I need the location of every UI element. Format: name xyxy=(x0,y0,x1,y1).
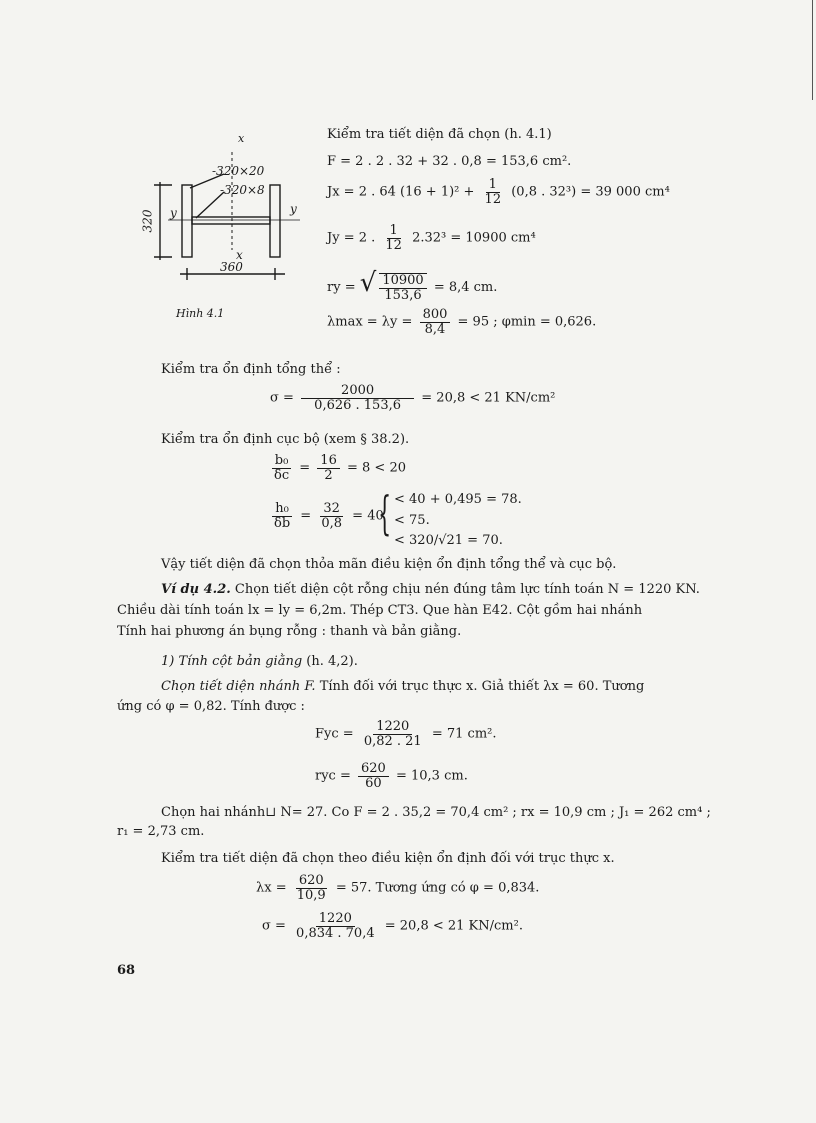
condition-2: < 75. xyxy=(394,513,430,528)
check-section-heading: Kiểm tra tiết diện đã chọn (h. 4.1) xyxy=(327,127,552,142)
jy-equation: Jy = 2 . $\frac{1}{12}$ 2.32³ = 10900 cm⁴ xyxy=(327,223,536,253)
lambda-x-equation: λx = $\frac{620}{10,9}$ = 57. Tương ứng có φ = 0,834. xyxy=(256,873,540,903)
check-x-axis-heading: Kiểm tra tiết diện đã chọn theo điều kiện ổn định đối với trục thực x. xyxy=(161,851,615,866)
overall-stability-equation: σ = $\frac{2000}{0,626 . 153,6}$ = 20,8 < 21 KN/cm² xyxy=(270,383,556,413)
width-dimension-label: 360 xyxy=(220,260,243,274)
height-dimension-label: 320 xyxy=(140,209,155,233)
ry-equation: ry = √ $\frac{10900}{153,6}$ = 8,4 cm. xyxy=(327,268,498,303)
axis-y-right-label: y xyxy=(290,202,297,216)
section-1-title: 1) Tính cột bản giằng (h. 4,2). xyxy=(161,654,358,669)
choose-branch-line-2: r₁ = 2,73 cm. xyxy=(117,824,205,839)
conclusion-text: Vậy tiết diện đã chọn thỏa mãn điều kiện ổn định tổng thể và cục bộ. xyxy=(161,557,617,572)
sigma-x-equation: σ = $\frac{1220}{0,834 . 70,4}$ = 20,8 < 21 KN/cm². xyxy=(262,911,523,941)
example-line-1: Ví dụ 4.2. Chọn tiết diện cột rỗng chịu nén đúng tâm lực tính toán N = 1220 KN. xyxy=(161,582,700,597)
jx-equation: Jx = 2 . 64 (16 + 1)² + $\frac{1}{12}$ (0,8 . 32³) = 39 000 cm⁴ xyxy=(327,177,670,207)
example-line-2: Chiều dài tính toán lx = ly = 6,2m. Thép CT3. Que hàn E42. Cột gồm hai nhánh xyxy=(117,603,643,618)
choose-branch-line-1: Chọn hai nhánh⊔ N= 27. Co F = 2 . 35,2 = 70,4 cm² ; rx = 10,9 cm ; J₁ = 262 cm⁴ ; xyxy=(161,805,711,820)
section-1-line-1: Chọn tiết diện nhánh F. Tính đối với trục thực x. Giả thiết λx = 60. Tương xyxy=(161,679,645,694)
flange-dimension-label: -320×20 xyxy=(212,164,265,178)
overall-stability-heading: Kiểm tra ổn định tổng thể : xyxy=(161,362,341,377)
local-stability-heading: Kiểm tra ổn định cục bộ (xem § 38.2). xyxy=(161,432,410,447)
axis-x-bottom-label: x xyxy=(236,248,243,262)
ryc-equation: ryc = $\frac{620}{60}$ = 10,3 cm. xyxy=(315,761,468,791)
conditions-brace: { xyxy=(378,486,392,540)
axis-y-left-label: y xyxy=(170,206,177,220)
fyc-equation: Fyc = $\frac{1220}{0,82 . 21}$ = 71 cm². xyxy=(315,719,497,749)
figure-4-1 xyxy=(140,130,315,330)
lambda-equation: λmax = λy = $\frac{800}{8,4}$ = 95 ; φmin = 0,626. xyxy=(327,307,597,337)
local-ratio-1: $\frac{\text{b₀}}{\delta c}$ = $\frac{16}{2}$ = 8 < 20 xyxy=(268,454,406,482)
axis-x-top-label: x xyxy=(238,132,245,145)
figure-caption: Hình 4.1 xyxy=(176,307,225,320)
section-1-line-2: ứng có φ = 0,82. Tính được : xyxy=(117,699,305,714)
web-dimension-label: -320×8 xyxy=(220,183,265,197)
example-line-3: Tính hai phương án bụng rỗng : thanh và bản giằng. xyxy=(117,624,462,639)
condition-3: < 320/√21 = 70. xyxy=(394,533,503,548)
local-ratio-2: $\frac{\text{h₀}}{\delta b}$ = $\frac{32}{0,8}$ = 40 xyxy=(274,501,384,531)
condition-1: < 40 + 0,495 = 78. xyxy=(394,492,522,507)
area-equation: F = 2 . 2 . 32 + 32 . 0,8 = 153,6 cm². xyxy=(327,154,572,169)
page-number: 68 xyxy=(117,963,136,978)
scan-edge-line xyxy=(812,0,813,100)
